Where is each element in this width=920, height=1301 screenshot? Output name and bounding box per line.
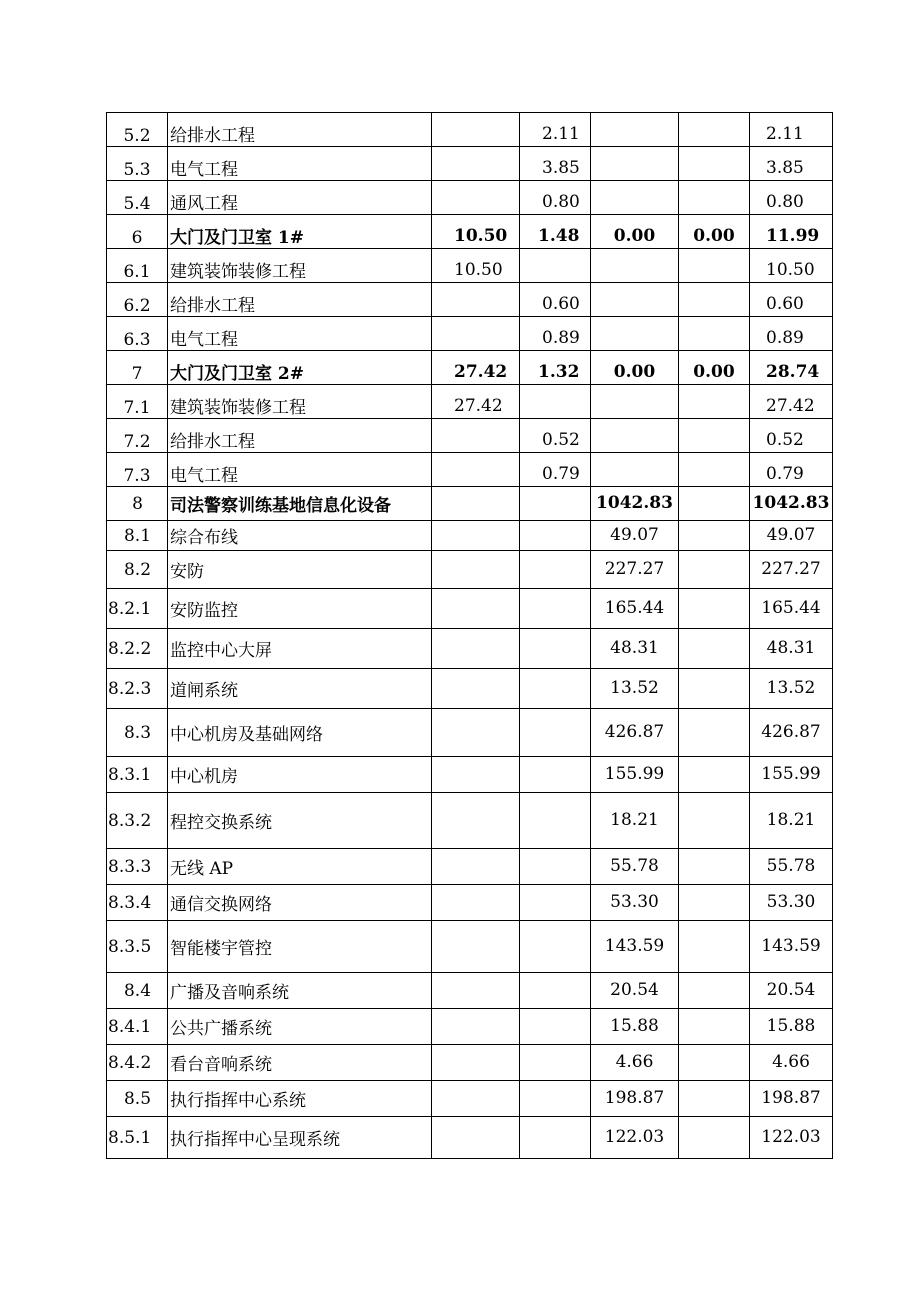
row-value-4: [679, 113, 750, 147]
row-total: 0.80: [750, 181, 833, 215]
row-number: 6.1: [107, 249, 168, 283]
row-value-3: [591, 317, 679, 351]
row-number: 8.3: [107, 709, 168, 757]
row-total: 165.44: [750, 589, 833, 629]
row-item-name: 给排水工程: [168, 113, 432, 147]
row-value-1: [432, 283, 520, 317]
row-value-3: [591, 283, 679, 317]
row-number: 5.2: [107, 113, 168, 147]
table-row: [107, 1045, 833, 1081]
row-value-1: [432, 1117, 520, 1159]
row-value-2: [520, 1081, 591, 1117]
row-value-2: 1.48: [520, 215, 591, 249]
row-value-4: 0.00: [679, 215, 750, 249]
row-value-4: [679, 487, 750, 521]
row-value-1: [432, 419, 520, 453]
row-value-2: [520, 849, 591, 885]
row-item-name: 给排水工程: [168, 283, 432, 317]
row-item-name: 道闸系统: [168, 669, 432, 709]
row-total: 53.30: [750, 885, 833, 921]
row-total: 20.54: [750, 973, 833, 1009]
row-value-1: 27.42: [432, 385, 520, 419]
row-number: 5.3: [107, 147, 168, 181]
row-value-1: [432, 589, 520, 629]
row-item-name: 执行指挥中心系统: [168, 1081, 432, 1117]
row-value-3: 122.03: [591, 1117, 679, 1159]
row-total: 4.66: [750, 1045, 833, 1081]
row-total: 3.85: [750, 147, 833, 181]
row-item-name: 大门及门卫室 2#: [168, 351, 432, 385]
row-value-3: [591, 113, 679, 147]
table-row: [107, 521, 833, 551]
row-value-4: [679, 419, 750, 453]
row-value-4: [679, 973, 750, 1009]
row-value-1: [432, 1045, 520, 1081]
row-value-4: [679, 849, 750, 885]
row-item-name: 建筑装饰装修工程: [168, 249, 432, 283]
table-row: [107, 551, 833, 589]
row-number: 8.5: [107, 1081, 168, 1117]
row-total: 0.79: [750, 453, 833, 487]
row-value-4: [679, 385, 750, 419]
row-value-3: [591, 419, 679, 453]
row-total: 198.87: [750, 1081, 833, 1117]
row-value-4: [679, 921, 750, 973]
row-number: 7.2: [107, 419, 168, 453]
table-row: [107, 351, 833, 385]
row-value-3: 55.78: [591, 849, 679, 885]
row-value-1: [432, 921, 520, 973]
row-value-2: 2.11: [520, 113, 591, 147]
row-value-2: [520, 521, 591, 551]
row-number: 7: [107, 351, 168, 385]
row-number: 8.4.2: [107, 1045, 168, 1081]
row-total: 13.52: [750, 669, 833, 709]
row-value-2: [520, 487, 591, 521]
row-value-3: [591, 385, 679, 419]
row-total: 1042.83: [750, 487, 833, 521]
row-value-3: [591, 147, 679, 181]
row-value-2: 0.79: [520, 453, 591, 487]
row-value-2: [520, 885, 591, 921]
row-value-3: 49.07: [591, 521, 679, 551]
table-row: [107, 1009, 833, 1045]
row-value-2: [520, 385, 591, 419]
row-value-2: [520, 757, 591, 793]
row-total: 15.88: [750, 1009, 833, 1045]
row-value-4: [679, 589, 750, 629]
row-value-2: [520, 249, 591, 283]
row-value-4: [679, 629, 750, 669]
row-item-name: 中心机房: [168, 757, 432, 793]
row-value-1: 27.42: [432, 351, 520, 385]
row-item-name: 无线 AP: [168, 849, 432, 885]
row-item-name: 监控中心大屏: [168, 629, 432, 669]
row-value-4: [679, 757, 750, 793]
table-body: [107, 113, 833, 1159]
row-value-1: [432, 885, 520, 921]
row-total: 28.74: [750, 351, 833, 385]
table-row: [107, 249, 833, 283]
table-row: [107, 113, 833, 147]
table-row: [107, 283, 833, 317]
row-total: 18.21: [750, 793, 833, 849]
row-value-1: [432, 147, 520, 181]
table-row: [107, 1117, 833, 1159]
table-row: [107, 487, 833, 521]
row-item-name: 综合布线: [168, 521, 432, 551]
row-value-3: [591, 181, 679, 215]
row-number: 8.4: [107, 973, 168, 1009]
row-value-2: 0.52: [520, 419, 591, 453]
table-row: [107, 1081, 833, 1117]
row-total: 48.31: [750, 629, 833, 669]
budget-table: [106, 112, 833, 1159]
table-row: [107, 849, 833, 885]
row-item-name: 智能楼宇管控: [168, 921, 432, 973]
row-number: 8.3.1: [107, 757, 168, 793]
row-number: 8.3.2: [107, 793, 168, 849]
row-total: 0.60: [750, 283, 833, 317]
table-row: [107, 453, 833, 487]
row-item-name: 司法警察训练基地信息化设备: [168, 487, 432, 521]
row-item-name: 看台音响系统: [168, 1045, 432, 1081]
row-number: 8.2.3: [107, 669, 168, 709]
row-number: 6.3: [107, 317, 168, 351]
row-value-4: [679, 669, 750, 709]
table-row: [107, 885, 833, 921]
row-value-1: [432, 317, 520, 351]
row-item-name: 通风工程: [168, 181, 432, 215]
row-value-1: [432, 551, 520, 589]
table-row: [107, 419, 833, 453]
table-row: [107, 629, 833, 669]
row-value-2: [520, 793, 591, 849]
row-value-2: [520, 669, 591, 709]
row-item-name: 通信交换网络: [168, 885, 432, 921]
row-value-1: [432, 629, 520, 669]
table-row: [107, 215, 833, 249]
row-number: 8.2.1: [107, 589, 168, 629]
row-value-2: [520, 589, 591, 629]
row-value-1: 10.50: [432, 215, 520, 249]
row-number: 7.3: [107, 453, 168, 487]
row-value-2: [520, 1117, 591, 1159]
row-value-4: [679, 181, 750, 215]
row-value-1: [432, 793, 520, 849]
row-total: 0.89: [750, 317, 833, 351]
row-value-1: [432, 487, 520, 521]
row-value-2: [520, 921, 591, 973]
row-value-3: 48.31: [591, 629, 679, 669]
row-item-name: 执行指挥中心呈现系统: [168, 1117, 432, 1159]
row-number: 7.1: [107, 385, 168, 419]
row-item-name: 中心机房及基础网络: [168, 709, 432, 757]
row-number: 8.2.2: [107, 629, 168, 669]
row-value-1: [432, 973, 520, 1009]
table-row: [107, 147, 833, 181]
table-row: [107, 385, 833, 419]
row-value-4: [679, 1117, 750, 1159]
row-total: 27.42: [750, 385, 833, 419]
row-total: 10.50: [750, 249, 833, 283]
row-item-name: 电气工程: [168, 317, 432, 351]
row-value-4: [679, 551, 750, 589]
row-value-1: 10.50: [432, 249, 520, 283]
row-value-2: [520, 1009, 591, 1045]
row-value-1: [432, 849, 520, 885]
row-number: 6: [107, 215, 168, 249]
row-item-name: 安防: [168, 551, 432, 589]
row-value-3: 15.88: [591, 1009, 679, 1045]
row-value-2: [520, 709, 591, 757]
row-value-3: 0.00: [591, 351, 679, 385]
row-value-2: [520, 629, 591, 669]
row-value-3: 18.21: [591, 793, 679, 849]
row-number: 6.2: [107, 283, 168, 317]
row-value-1: [432, 757, 520, 793]
row-number: 8.3.3: [107, 849, 168, 885]
row-value-3: 227.27: [591, 551, 679, 589]
row-value-2: 0.80: [520, 181, 591, 215]
row-value-3: 20.54: [591, 973, 679, 1009]
row-value-3: 143.59: [591, 921, 679, 973]
table-row: [107, 709, 833, 757]
row-value-4: [679, 709, 750, 757]
row-item-name: 安防监控: [168, 589, 432, 629]
row-value-4: [679, 1009, 750, 1045]
row-value-3: 198.87: [591, 1081, 679, 1117]
row-value-4: [679, 1045, 750, 1081]
row-value-2: [520, 1045, 591, 1081]
table-row: [107, 317, 833, 351]
row-value-2: 1.32: [520, 351, 591, 385]
row-total: 0.52: [750, 419, 833, 453]
row-value-3: [591, 249, 679, 283]
row-item-name: 电气工程: [168, 147, 432, 181]
row-item-name: 建筑装饰装修工程: [168, 385, 432, 419]
row-value-2: 0.89: [520, 317, 591, 351]
row-item-name: 给排水工程: [168, 419, 432, 453]
row-value-3: [591, 453, 679, 487]
row-item-name: 程控交换系统: [168, 793, 432, 849]
row-number: 8.1: [107, 521, 168, 551]
row-total: 122.03: [750, 1117, 833, 1159]
row-value-2: 3.85: [520, 147, 591, 181]
row-value-4: [679, 317, 750, 351]
row-value-4: [679, 453, 750, 487]
row-item-name: 电气工程: [168, 453, 432, 487]
row-value-1: [432, 669, 520, 709]
row-value-3: 4.66: [591, 1045, 679, 1081]
row-value-3: 53.30: [591, 885, 679, 921]
row-value-1: [432, 181, 520, 215]
table-row: [107, 589, 833, 629]
row-value-1: [432, 1081, 520, 1117]
row-value-3: 155.99: [591, 757, 679, 793]
row-value-4: [679, 521, 750, 551]
row-total: 55.78: [750, 849, 833, 885]
row-total: 143.59: [750, 921, 833, 973]
row-number: 8: [107, 487, 168, 521]
row-value-3: 165.44: [591, 589, 679, 629]
row-value-4: [679, 147, 750, 181]
row-number: 5.4: [107, 181, 168, 215]
row-value-2: [520, 973, 591, 1009]
row-number: 8.5.1: [107, 1117, 168, 1159]
row-value-2: [520, 551, 591, 589]
row-number: 8.3.5: [107, 921, 168, 973]
row-value-3: 13.52: [591, 669, 679, 709]
row-value-4: [679, 1081, 750, 1117]
row-item-name: 大门及门卫室 1#: [168, 215, 432, 249]
row-value-3: 0.00: [591, 215, 679, 249]
table-row: [107, 669, 833, 709]
row-total: 11.99: [750, 215, 833, 249]
row-total: 49.07: [750, 521, 833, 551]
row-value-1: [432, 113, 520, 147]
row-value-4: 0.00: [679, 351, 750, 385]
row-item-name: 公共广播系统: [168, 1009, 432, 1045]
row-number: 8.4.1: [107, 1009, 168, 1045]
row-item-name: 广播及音响系统: [168, 973, 432, 1009]
row-total: 227.27: [750, 551, 833, 589]
row-total: 2.11: [750, 113, 833, 147]
table-row: [107, 181, 833, 215]
row-value-3: 426.87: [591, 709, 679, 757]
row-value-4: [679, 249, 750, 283]
row-total: 155.99: [750, 757, 833, 793]
row-value-2: 0.60: [520, 283, 591, 317]
row-value-4: [679, 793, 750, 849]
table-row: [107, 921, 833, 973]
row-value-4: [679, 885, 750, 921]
row-number: 8.3.4: [107, 885, 168, 921]
table-row: [107, 793, 833, 849]
table-row: [107, 973, 833, 1009]
row-value-1: [432, 453, 520, 487]
row-value-1: [432, 521, 520, 551]
row-value-1: [432, 709, 520, 757]
row-value-4: [679, 283, 750, 317]
row-number: 8.2: [107, 551, 168, 589]
row-total: 426.87: [750, 709, 833, 757]
row-value-1: [432, 1009, 520, 1045]
row-value-3: 1042.83: [591, 487, 679, 521]
table-row: [107, 757, 833, 793]
